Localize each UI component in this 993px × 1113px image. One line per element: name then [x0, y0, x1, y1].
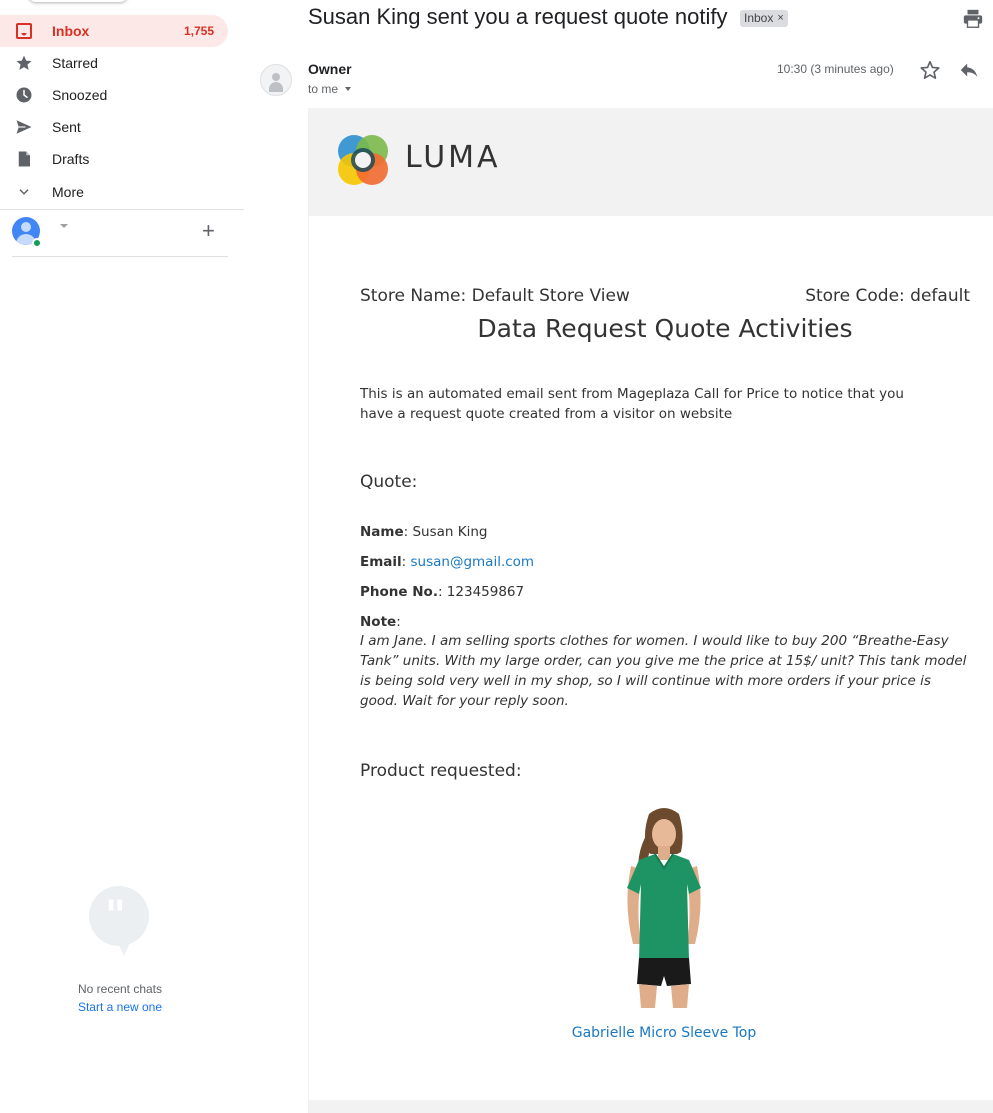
sidebar-item-label: Drafts — [52, 151, 90, 167]
inbox-label-chip[interactable] — [740, 10, 788, 27]
product-name-link[interactable]: Gabrielle Micro Sleeve Top — [571, 1025, 757, 1041]
add-icon[interactable]: + — [202, 218, 215, 243]
field-label: Note — [360, 614, 397, 630]
inbox-icon — [12, 19, 36, 43]
field-label: Email — [360, 554, 402, 570]
sidebar-item-sent[interactable] — [0, 111, 228, 143]
caret-down-icon[interactable] — [60, 224, 68, 228]
luma-logo-icon — [335, 132, 391, 188]
quote-phone-field: Phone No.: 123459867 — [360, 584, 525, 600]
luma-logo-text: LUMA — [405, 140, 501, 175]
divider — [12, 256, 228, 257]
divider — [0, 209, 244, 210]
sidebar-item-label: Snoozed — [52, 87, 108, 103]
email-title: Data Request Quote Activities — [477, 314, 853, 343]
hangouts-panel — [40, 886, 200, 1014]
sender-name[interactable]: Owner — [308, 61, 352, 77]
no-chats-text: No recent chats — [77, 982, 163, 996]
sidebar — [0, 0, 244, 1113]
recipient-details[interactable] — [308, 82, 351, 96]
star-message-icon[interactable] — [919, 59, 941, 81]
remove-label-icon[interactable]: × — [777, 12, 784, 24]
sidebar-item-drafts[interactable] — [0, 143, 228, 175]
field-value: 123459867 — [446, 584, 525, 600]
email-body — [308, 108, 993, 1113]
send-icon — [12, 115, 36, 139]
sidebar-item-label: Starred — [52, 55, 98, 71]
sidebar-item-snoozed[interactable] — [0, 79, 228, 111]
sidebar-item-inbox[interactable] — [0, 15, 228, 47]
sidebar-item-starred[interactable] — [0, 47, 228, 79]
intro-text: This is an automated email sent from Mageplaza Call for Price to notice that you have a request quote created from a visitor on website — [360, 386, 904, 422]
quote-name-field: Name: Susan King — [360, 524, 488, 540]
reply-icon[interactable] — [958, 59, 980, 81]
start-chat-link[interactable]: Start a new one — [77, 1000, 163, 1014]
field-value: Susan King — [412, 524, 488, 540]
sidebar-item-label: More — [52, 184, 84, 200]
store-code: Store Code: default — [805, 286, 970, 306]
chevron-down-icon — [12, 180, 36, 204]
product-heading: Product requested: — [360, 761, 522, 781]
sidebar-item-label: Sent — [52, 119, 81, 135]
note-text: I am Jane. I am selling sports clothes for women. I would like to buy 200 “Breathe-Easy Tank” units. With my large order, can you give me the price at 15$/ unit? This tank model is being sold very well in my shop, so I will continue with more orders if your price is good. Wait for your reply soon. — [360, 633, 967, 709]
sender-avatar[interactable] — [260, 64, 292, 96]
compose-button[interactable] — [28, 0, 128, 2]
sidebar-item-label: Inbox — [52, 23, 90, 39]
sidebar-item-more[interactable] — [0, 176, 228, 208]
store-name: Store Name: Default Store View — [360, 286, 630, 306]
unread-count: 1,755 — [183, 24, 214, 38]
email-footer — [309, 1100, 993, 1113]
field-label: Name — [360, 524, 404, 540]
hangouts-account-row — [0, 214, 244, 250]
clock-icon — [12, 83, 36, 107]
recipient-text: to me — [308, 82, 339, 96]
label-chip-text: Inbox — [744, 11, 774, 25]
email-header — [309, 108, 993, 216]
star-icon — [12, 51, 36, 75]
message-time: 10:30 (3 minutes ago) — [777, 62, 894, 76]
caret-down-icon — [345, 87, 351, 91]
email-subject: Susan King sent you a request quote notify — [308, 4, 728, 29]
product-image[interactable] — [609, 804, 719, 1008]
quote-heading: Quote: — [360, 472, 418, 492]
print-icon[interactable] — [962, 8, 984, 30]
quote-note-field: Note: — [360, 614, 401, 630]
quote-email-field: Email: susan@gmail.com — [360, 554, 535, 570]
email-link[interactable]: susan@gmail.com — [410, 554, 535, 570]
chat-bubble-icon: " — [89, 886, 151, 960]
draft-icon — [12, 147, 36, 171]
field-label: Phone No. — [360, 584, 438, 600]
online-status-icon — [32, 238, 42, 248]
